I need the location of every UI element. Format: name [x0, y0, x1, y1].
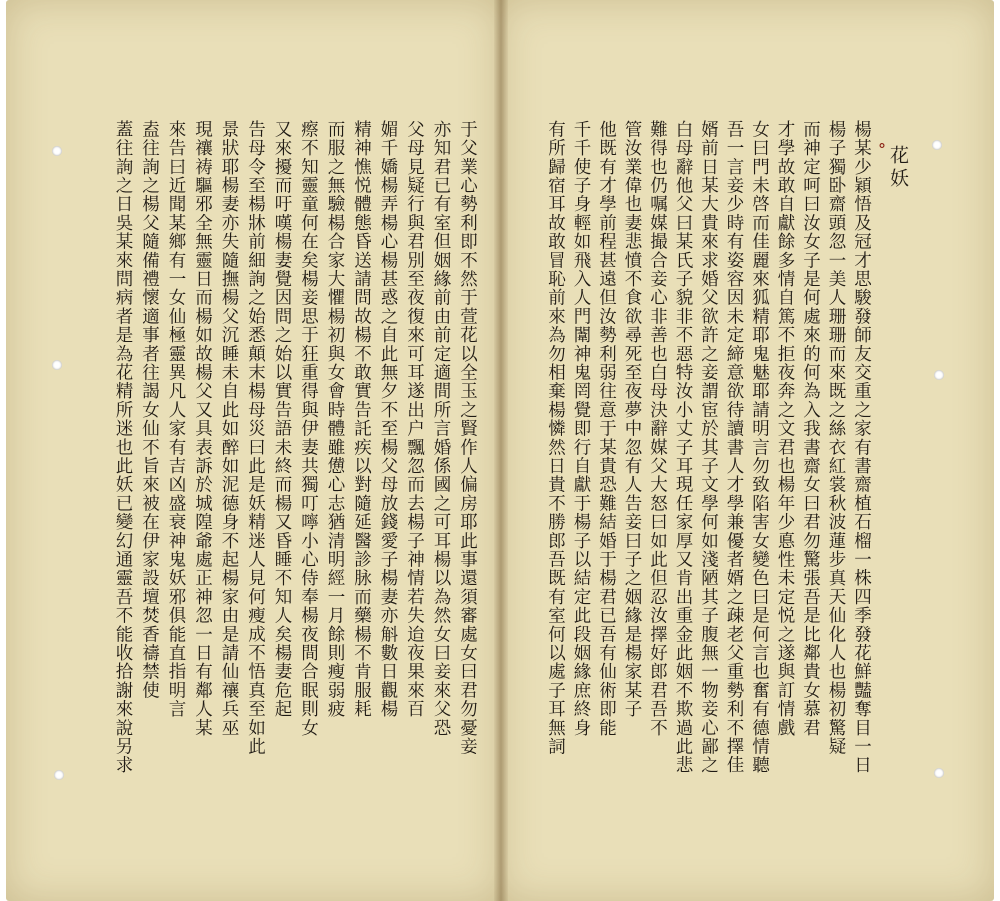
text-column: 告母令至楊牀前細詢之始悉顛末楊母災曰此是妖精迷人見何瘦成不悟真至如此 [245, 120, 266, 756]
binding-gutter [494, 0, 508, 901]
text-column: 來告曰近聞某鄉有一女仙極靈異凡人家有吉凶盛衰神鬼妖邪俱能直指明言 [166, 120, 186, 719]
text-column: 婿前日某大貴來求婚父欲許之妾謂宦於其子文學何如淺陋其子腹無一物妾心鄙之 [698, 120, 719, 775]
binding-hole [934, 370, 944, 380]
text-column: 女曰門未啓而佳麗來狐精耶鬼魅耶請明言勿致陷害女變色曰是何言也奮有德情聽 [749, 120, 770, 775]
text-column: 有所歸宿耳故敢冒恥前來為勿相棄楊憐然日貴不勝郎吾既有室何以處子耳無詞 [545, 120, 566, 756]
text-column: 白母辭他父曰某氏子貌非不惡特汝小丈子耳現任家厚又肯出重金此姻不欺過此悲 [673, 120, 693, 775]
text-column: 景狀耶楊妻亦失隨撫楊父沉睡未自此如醉如泥德身不起楊家由是請仙禳兵巫 [219, 120, 239, 738]
text-column: 媚千嬌楊弄楊心楊甚惑之自此無夕不至楊父母放錢愛子楊妻亦斛數日觀楊 [378, 120, 398, 719]
text-column: 楊某少穎悟及冠才思駿發師友交重之家有書齋植石榴一株四季發花鮮豔奪目一日 [851, 120, 872, 775]
text-column: 于父業心勢利即不然于萱花以全玉之賢作人偏房耶此事還須審處女曰君勿憂妾 [457, 120, 478, 756]
text-column: 而神定呵曰汝女子是何處來的何為入我書齋女曰君勿驚張吾是比鄰貴女慕君 [800, 120, 821, 738]
text-column: 楊子獨卧齋頭忽一美人珊珊而來既之絲衣紅裳秋波蓮步真天仙化人也楊初驚疑 [826, 120, 846, 756]
binding-hole [54, 770, 64, 780]
binding-hole [934, 768, 944, 778]
circle-mark-icon: ° [878, 140, 886, 159]
text-column: 管汝業偉也妻悲憤不食欲尋死至夜夢中忽有人告妾曰子之姻緣是楊家某子 [622, 120, 642, 719]
text-column: 亦知君已有室但姻緣前由前定適間所言婚係國之可耳楊以為然女曰妾來父恐 [431, 120, 451, 738]
binding-hole [932, 140, 942, 150]
text-column: 精神憔悦體態昏送請問故楊不敢實告託疾以對隨延醫診脉而藥楊不肯服耗 [351, 120, 372, 719]
text-column: 才學故敢自獻餘多情自篤不拒夜奔之文君也楊年少悳性未定悦之遂與訂情戲 [775, 120, 795, 738]
text-column: 父母見疑行與君別至夜復來可耳遂出户飄忽而去楊子神情若失迨夜果來百 [404, 120, 425, 719]
text-column: 盍往詢之楊父隨備禮懷適事者往謁女仙不旨來被在伊家設壇焚香禱禁使 [139, 120, 160, 700]
text-column: 又來擾而吁嘆楊妻覺因問之始以實告語未終而楊又昏睡不知人矣楊妻危起 [272, 120, 292, 719]
text-column: 吾一言妾少時有姿容因未定締意欲待讀書人才學兼優者婿之疎老父重勢利不擇佳 [724, 120, 744, 775]
text-column: 現禳祷驅邪全無靈日而楊如故楊父又具表訴於城隍爺處正神忽一日有鄰人某 [192, 120, 213, 738]
text-column: 蓋往詢之日吳某來問病者是為花精所迷也此妖已變幻通靈吾不能收拾謝來說另求 [113, 120, 133, 775]
text-column: 瘵不知靈童何在矣楊妾思于狂重得與伊妻共獨叮嚀小心侍奉楊夜間合眠則女 [298, 120, 319, 738]
binding-hole [52, 360, 62, 370]
binding-hole [52, 146, 62, 156]
text-column: 千千使子身輕如飛入人門闈神鬼罔覺即行自獻于楊子以結定此段姻緣庶終身 [571, 120, 591, 738]
text-column: 而服之無驗楊合家大懼楊初與女會時體雖憊心志猶清明經一月餘則瘦弱疲 [325, 120, 345, 719]
text-column: 難得也仍嘱媒撮合妾心非善也白母決辭媒父大怒曰如此但忍汝擇好郎君吾不 [647, 120, 668, 738]
document-title: 花妖 [887, 145, 909, 191]
text-column: 他既有才學前程甚遠但汝勢利弱往意于某貴恐難結婚于楊君已吾有仙術即能 [596, 120, 617, 738]
